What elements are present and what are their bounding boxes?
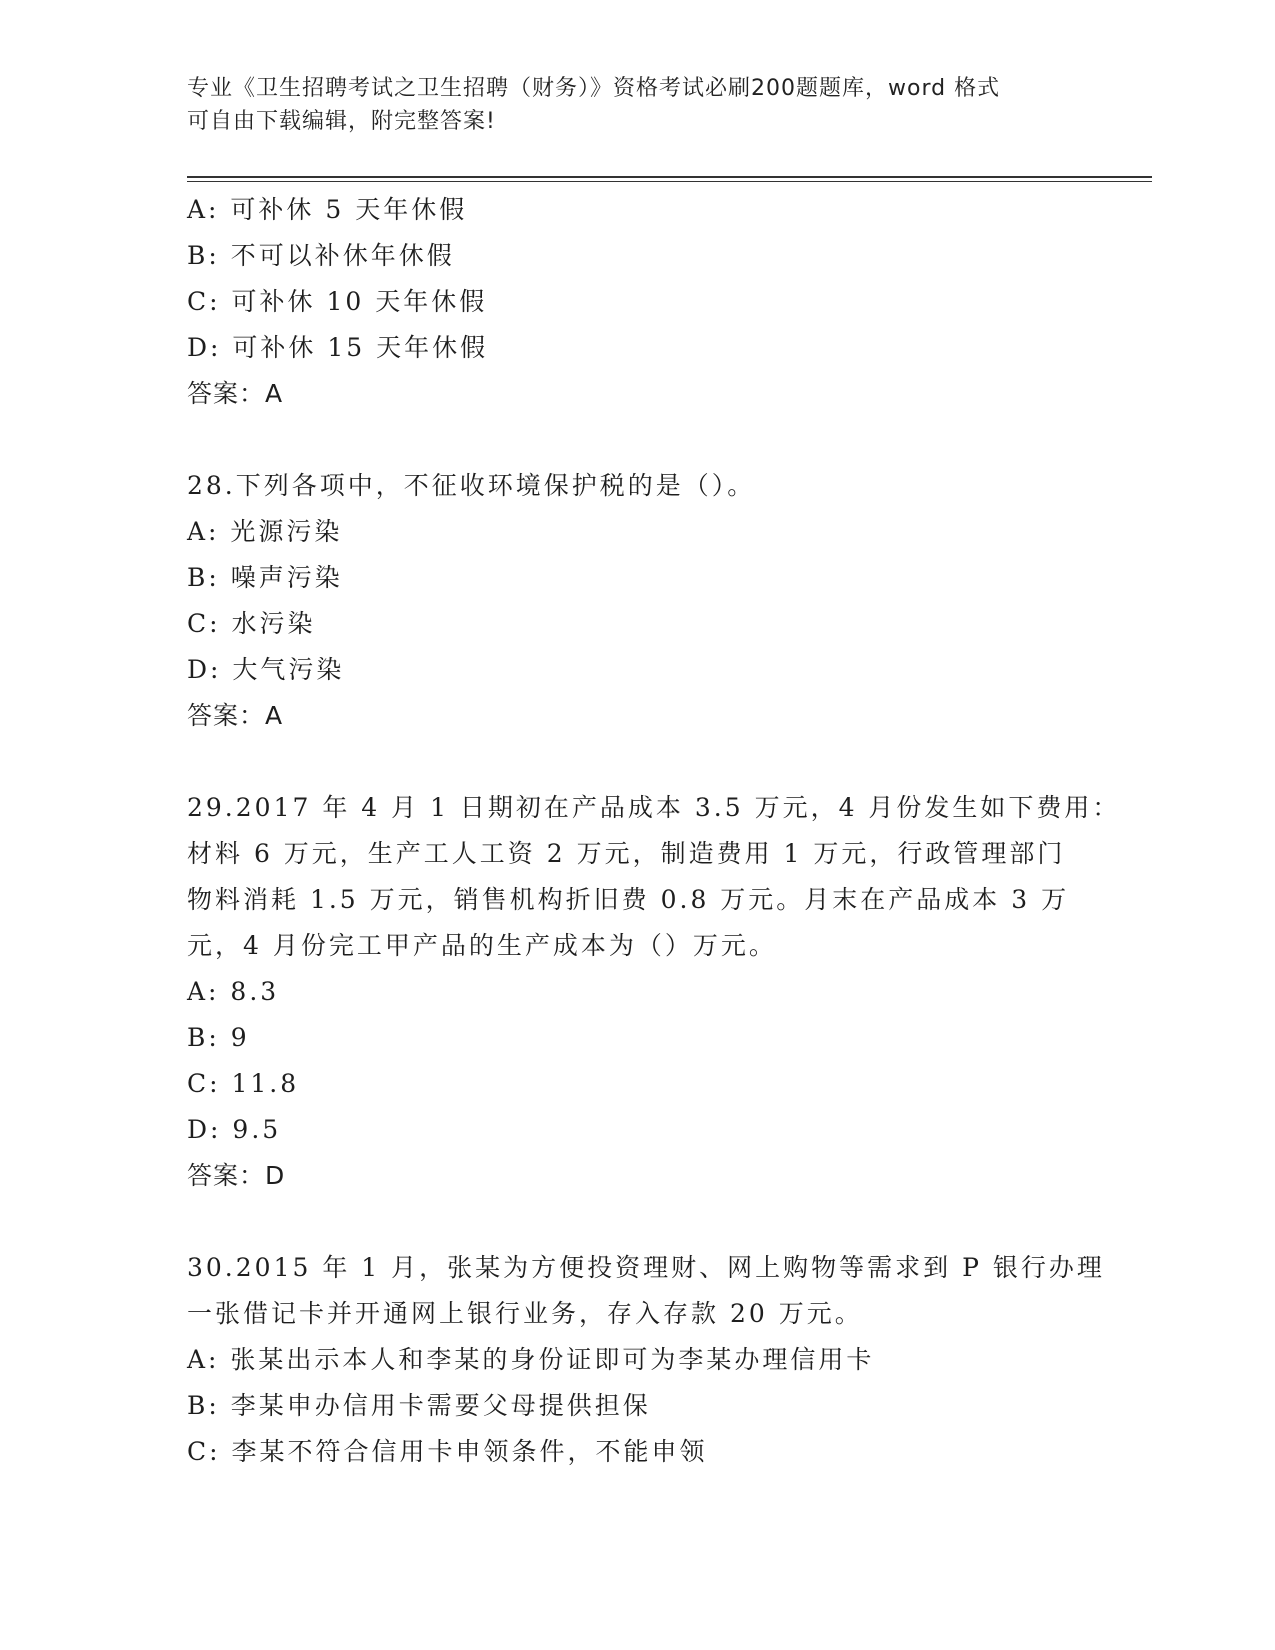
option-d: D: 大气污染 (187, 655, 345, 684)
question-29 (187, 785, 1121, 1199)
answer-line: 答案：A (187, 379, 284, 408)
answer-line: 答案：A (187, 701, 284, 730)
option-b: B: 噪声污染 (187, 563, 343, 592)
header-line-1: 专业《卫生招聘考试之卫生招聘（财务）》资格考试必刷200题题库，word 格式 (187, 76, 1001, 101)
question-text-line-1: 29.2017 年 4 月 1 日期初在产品成本 3.5 万元，4 月份发生如下费用： (187, 793, 1121, 822)
option-a: A: 8.3 (187, 977, 280, 1006)
option-d: D: 9.5 (187, 1115, 282, 1144)
question-text-line-1: 30.2015 年 1 月，张某为方便投资理财、网上购物等需求到 P 银行办理 (187, 1253, 1105, 1282)
question-text-line-2: 材料 6 万元，生产工人工资 2 万元，制造费用 1 万元，行政管理部门 (187, 839, 1066, 868)
question-text-line-2: 一张借记卡并开通网上银行业务，存入存款 20 万元。 (187, 1299, 863, 1328)
question-text: 28.下列各项中，不征收环境保护税的是（）。 (187, 471, 756, 500)
option-b: B: 李某申办信用卡需要父母提供担保 (187, 1391, 651, 1420)
answer-line: 答案：D (187, 1161, 286, 1190)
spacer (187, 1199, 1087, 1245)
option-a: A: 张某出示本人和李某的身份证即可为李某办理信用卡 (187, 1345, 875, 1374)
question-text-line-4: 元，4 月份完工甲产品的生产成本为（）万元。 (187, 931, 777, 960)
option-c: C: 11.8 (187, 1069, 300, 1098)
option-a: A: 可补休 5 天年休假 (187, 195, 468, 224)
option-a: A: 光源污染 (187, 517, 343, 546)
question-text-line-3: 物料消耗 1.5 万元，销售机构折旧费 0.8 万元。月末在产品成本 3 万 (187, 885, 1070, 914)
document-header (187, 72, 1077, 138)
header-line-2: 可自由下载编辑，附完整答案! (187, 109, 496, 134)
question-27 (187, 187, 1087, 417)
option-c: C: 可补休 10 天年休假 (187, 287, 488, 316)
header-rule-thin (187, 181, 1152, 182)
option-c: C: 水污染 (187, 609, 316, 638)
question-28 (187, 463, 1087, 739)
question-content (187, 187, 1121, 1475)
option-b: B: 不可以补休年休假 (187, 241, 455, 270)
option-c: C: 李某不符合信用卡申领条件，不能申领 (187, 1437, 708, 1466)
question-30 (187, 1245, 1105, 1475)
header-rule-thick (187, 176, 1152, 178)
spacer (187, 417, 1087, 463)
option-d: D: 可补休 15 天年休假 (187, 333, 489, 362)
option-b: B: 9 (187, 1023, 250, 1052)
spacer (187, 739, 1087, 785)
